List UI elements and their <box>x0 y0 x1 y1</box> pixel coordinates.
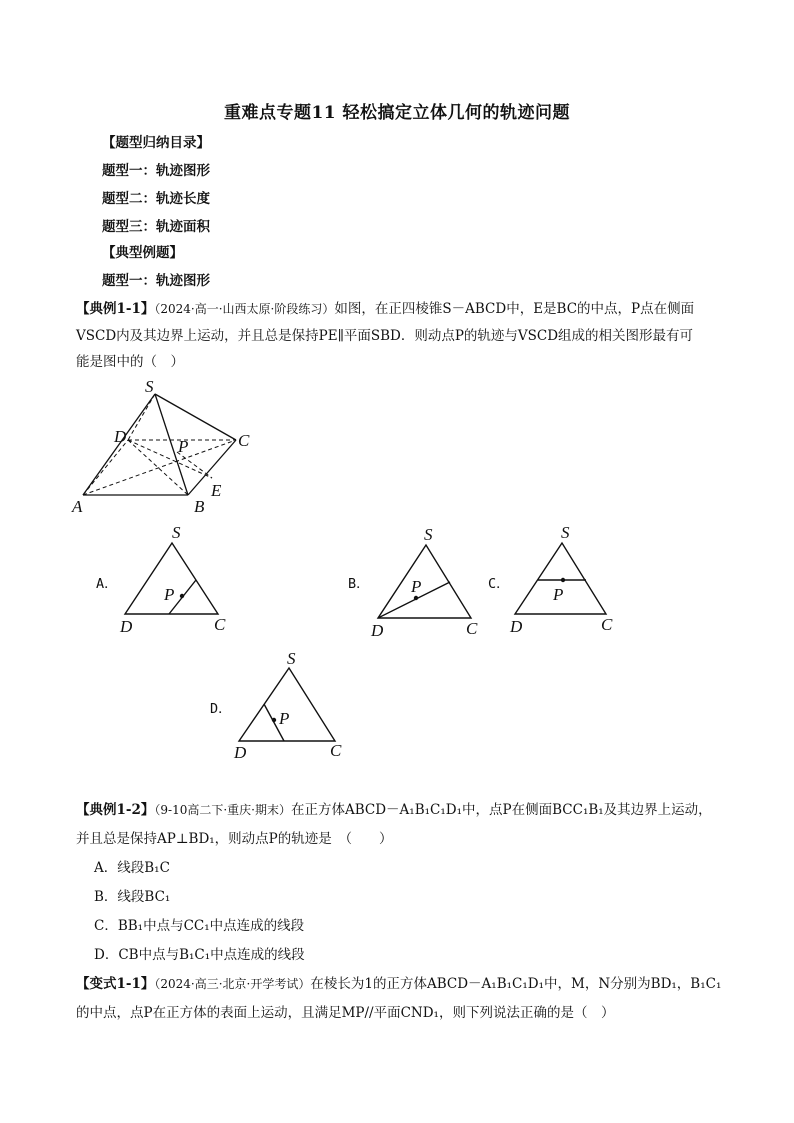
example-source: （2024·高一·山西太原·阶段练习） <box>154 302 335 316</box>
option-a-D: D <box>120 617 133 636</box>
variant-text: 在棱长为1的正方体ABCD－A₁B₁C₁D₁中，M，N分别为BD₁，B₁C₁ <box>310 976 722 992</box>
option-c-D: D <box>510 617 523 636</box>
variant-source: （2024·高三·北京·开学考试） <box>154 977 311 991</box>
option-a-P: P <box>164 585 175 604</box>
choice-d[interactable]: D．CB中点与B₁C₁中点连成的线段 <box>94 947 305 963</box>
example-source: （9-10高二下·重庆·期末） <box>154 803 291 817</box>
option-d-C: C <box>330 741 342 760</box>
page-title: 重难点专题11 轻松搞定立体几何的轨迹问题 <box>223 103 571 123</box>
example-tag: 【典例1-1】 <box>76 301 155 317</box>
option-a-label[interactable]: A． <box>96 576 118 592</box>
option-b-P: P <box>411 577 422 596</box>
option-a-C: C <box>214 615 226 634</box>
example-text: 如图，在正四棱锥S－ABCD中，E是BC的中点，P点在侧面 <box>334 301 695 317</box>
variant-tag: 【变式1-1】 <box>76 976 155 992</box>
section-heading: 题型一：轨迹图形 <box>102 273 210 289</box>
option-d-D: D <box>234 743 247 762</box>
option-c-C: C <box>601 615 613 634</box>
label-C: C <box>238 431 250 450</box>
option-d-P: P <box>279 709 290 728</box>
label-E: E <box>211 481 222 500</box>
example-tag: 【典例1-2】 <box>76 802 155 818</box>
label-D: D <box>114 427 127 446</box>
option-b-D: D <box>371 621 384 640</box>
option-b-S: S <box>424 525 433 544</box>
example-1-2-line2: 并且总是保持AP⊥BD₁，则动点P的轨迹是 （ ） <box>76 831 393 847</box>
option-b-label[interactable]: B． <box>348 576 370 592</box>
examples-header: 【典型例题】 <box>102 245 183 261</box>
toc-header: 【题型归纳目录】 <box>102 135 210 151</box>
option-d-label[interactable]: D． <box>210 701 232 717</box>
label-A: A <box>72 497 83 516</box>
label-P: P <box>178 437 189 456</box>
example-1-1-line2: VSCD内及其边界上运动，并且总是保持PE∥平面SBD．则动点P的轨迹与VSCD组成的相关图形最有可 <box>76 328 694 344</box>
choice-b[interactable]: B．线段BC₁ <box>94 889 171 905</box>
toc-item-3: 题型三：轨迹面积 <box>102 219 210 235</box>
example-1-2-line1 <box>76 801 712 819</box>
option-d-S: S <box>287 649 296 668</box>
option-c-P: P <box>553 585 564 604</box>
toc-item-2: 题型二：轨迹长度 <box>102 191 210 207</box>
option-c-label[interactable]: C． <box>488 576 510 592</box>
label-S: S <box>145 377 154 396</box>
option-a-S: S <box>172 523 181 542</box>
choice-c[interactable]: C．BB₁中点与CC₁中点连成的线段 <box>94 918 305 934</box>
example-1-1-line3: 能是图中的（ ） <box>76 354 184 370</box>
option-b-C: C <box>466 619 478 638</box>
choice-a[interactable]: A．线段B₁C <box>94 860 170 876</box>
variant-1-1-line1 <box>76 975 721 993</box>
example-text: 在正方体ABCD－A₁B₁C₁D₁中，点P在侧面BCC₁B₁及其边界上运动， <box>290 802 712 818</box>
variant-1-1-line2: 的中点，点P在正方体的表面上运动，且满足MP//平面CND₁，则下列说法正确的是（ ） <box>76 1005 615 1021</box>
label-B: B <box>194 497 205 516</box>
toc-item-1: 题型一：轨迹图形 <box>102 163 210 179</box>
option-c-S: S <box>561 523 570 542</box>
